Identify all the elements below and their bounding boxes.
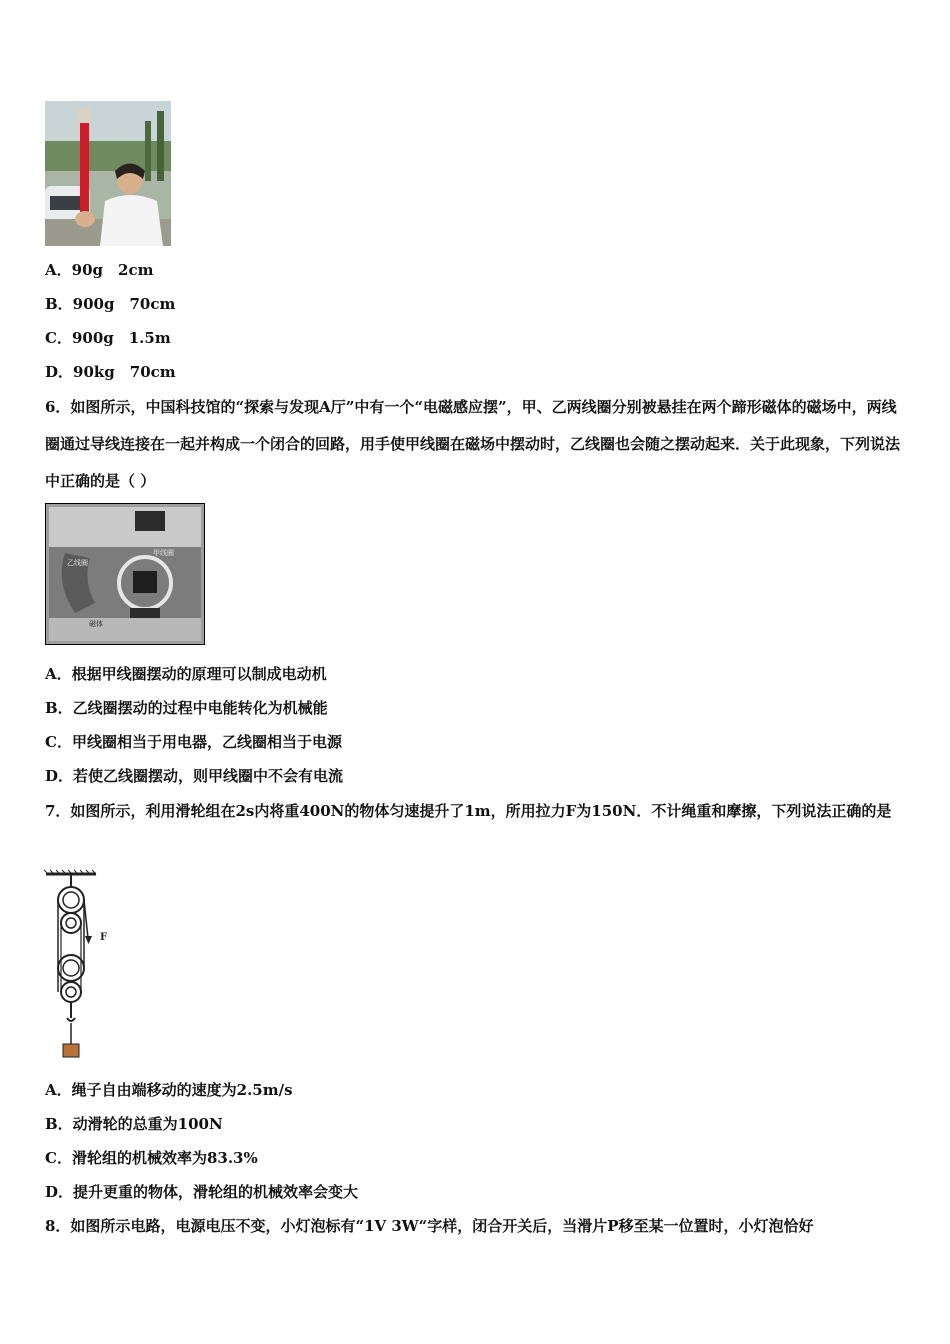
force-label: F bbox=[100, 932, 108, 943]
q7-option-b: B．动滑轮的总重为100N bbox=[45, 1115, 223, 1133]
pulley-system-figure bbox=[40, 868, 115, 1060]
q5-option-a: A．90g 2cm bbox=[45, 261, 154, 279]
q7-option-d: D．提升更重的物体，滑轮组的机械效率会变大 bbox=[45, 1183, 359, 1201]
svg-text:磁体: 磁体 bbox=[89, 620, 103, 628]
q6-option-b: B．乙线圈摆动的过程中电能转化为机械能 bbox=[45, 699, 328, 717]
q5-option-c: C．900g 1.5m bbox=[45, 329, 171, 347]
q7-option-c: C．滑轮组的机械效率为83.3% bbox=[45, 1149, 258, 1167]
torch-bearer-photo bbox=[45, 101, 171, 246]
induction-pendulum-photo bbox=[45, 503, 205, 645]
question-8-stem: 8．如图所示电路，电源电压不变，小灯泡标有“1V 3W“字样，闭合开关后，当滑片P移至某一位置时，小灯泡恰好 bbox=[45, 1217, 814, 1235]
svg-text:乙线圈: 乙线圈 bbox=[67, 559, 88, 567]
question-6-stem: 6．如图所示，中国科技馆的“探索与发现A厅”中有一个“电磁感应摆”，甲、乙两线圈分别被悬挂在两个蹄形磁体的磁场中，两线圈通过导线连接在一起并构成一个闭合的回路，用手使甲线圈在磁场中摆动时，乙线圈也会随之摆动起来．关于此现象，下列说法中正确的是（ ） bbox=[45, 398, 901, 490]
q5-option-d: D．90kg 70cm bbox=[45, 363, 176, 381]
q6-option-d: D．若使乙线圈摆动，则甲线圈中不会有电流 bbox=[45, 767, 344, 785]
q6-option-c: C．甲线圈相当于用电器，乙线圈相当于电源 bbox=[45, 733, 342, 751]
q6-option-a: A．根据甲线圈摆动的原理可以制成电动机 bbox=[45, 665, 327, 683]
q7-option-a: A．绳子自由端移动的速度为2.5m/s bbox=[45, 1081, 293, 1099]
q5-option-b: B．900g 70cm bbox=[45, 295, 176, 313]
question-7-stem: 7．如图所示，利用滑轮组在2s内将重400N的物体匀速提升了1m，所用拉力F为150N．不计绳重和摩擦，下列说法正确的是 bbox=[45, 802, 892, 820]
svg-text:甲线圈: 甲线圈 bbox=[153, 549, 174, 557]
